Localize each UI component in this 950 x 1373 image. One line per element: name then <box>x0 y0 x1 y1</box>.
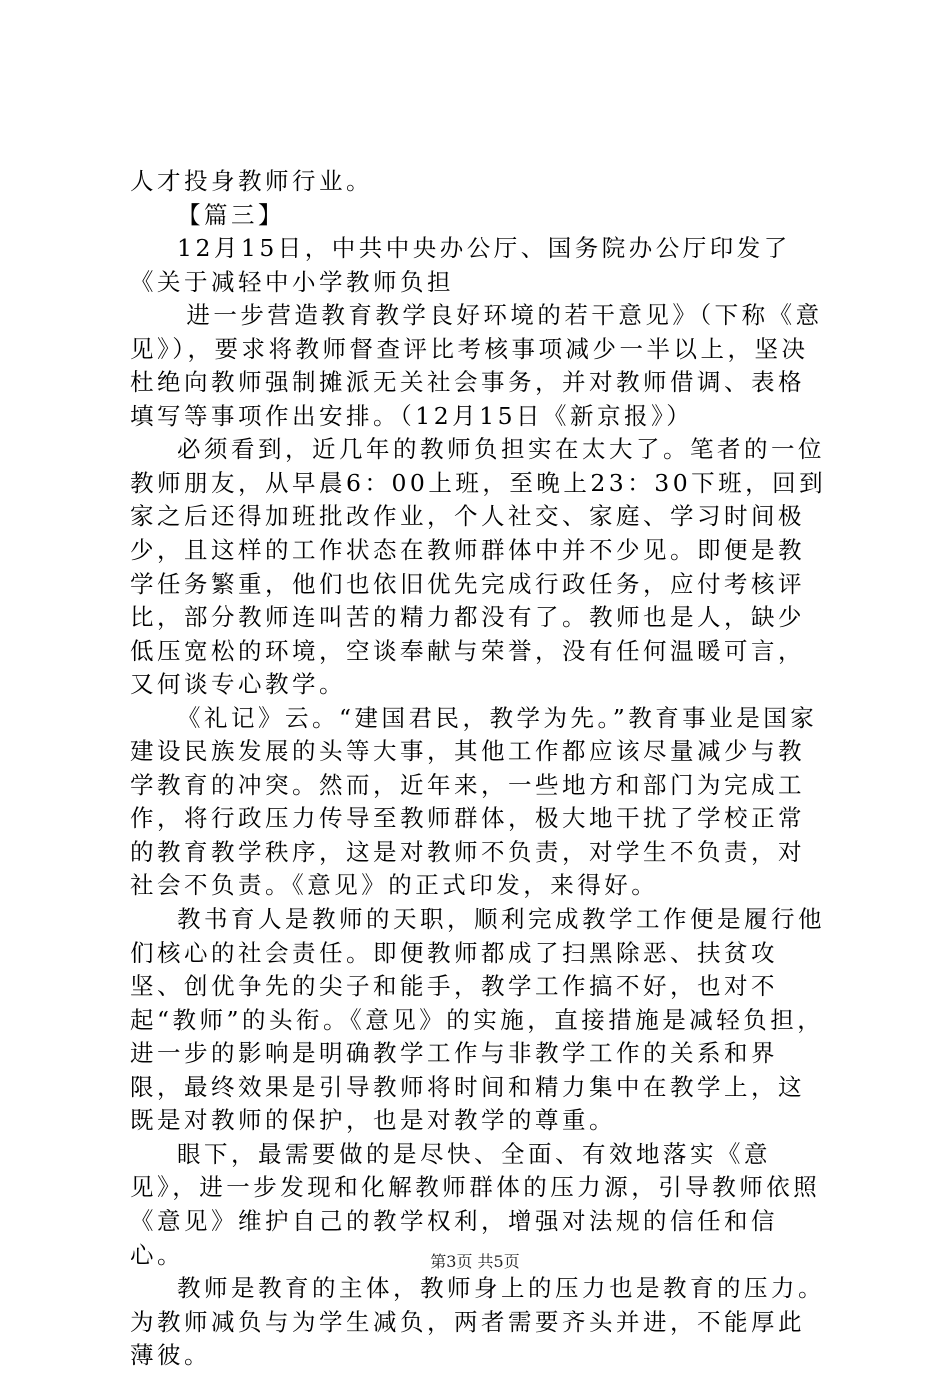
paragraph: 人才投身教师行业。 <box>130 167 373 195</box>
paragraph: 《礼记》云。“建国君民，教学为先。”教育事业是国家建设民族发展的头等大事，其他工作都应该尽量减少与教学教育的冲突。然而，近年来，一些地方和部门为完成工作，将行政压力传导至教师群体，极大地干扰了学校正常的教育教学秩序，这是对教师不负责，对学生不负责，对社会不负责。《意见》的正式印发，来得好。 <box>130 703 818 900</box>
paragraph: 12月15日，中共中央办公厅、国务院办公厅印发了《关于减轻中小学教师负担 <box>130 234 791 296</box>
page-number-footer: 第3页 共5页 <box>430 1252 520 1271</box>
paragraph: 进一步营造教育教学良好环境的若干意见》（下称《意见》），要求将教师督查评比考核事项减少一半以上，坚决杜绝向教师强制摊派无关社会事务，并对教师借调、表格填写等事项作出安排。（12月15日《新京报》） <box>130 301 823 430</box>
paragraph: 眼下，最需要做的是尽快、全面、有效地落实《意见》，进一步发现和化解教师群体的压力源，引导教师依照《意见》维护自己的教学权利，增强对法规的信任和信心。 <box>130 1139 821 1269</box>
paragraph: 必须看到，近几年的教师负担实在太大了。笔者的一位教师朋友，从早晨6：00上班，至晚上23：30下班，回到家之后还得加班批改作业，个人社交、家庭、学习时间极少，且这样的工作状态在教师群体中并不少见。即便是教学任务繁重，他们也依旧优先完成行政任务，应付考核评比，部分教师连叫苦的精力都没有了。教师也是人，缺少低压宽松的环境，空谈奉献与荣誉，没有任何温暖可言，又何谈专心教学。 <box>130 435 827 699</box>
document-body <box>130 165 830 1373</box>
paragraph: 教书育人是教师的天职，顺利完成教学工作便是履行他们核心的社会责任。即便教师都成了扫黑除恶、扶贫攻坚、创优争先的尖子和能手，教学工作搞不好，也对不起“教师”的头衔。《意见》的实施，直接措施是减轻负担，进一步的影响是明确教学工作与非教学工作的关系和界限，最终效果是引导教师将时间和精力集中在教学上，这既是对教师的保护，也是对教学的尊重。 <box>130 905 825 1135</box>
paragraph: 教师是教育的主体，教师身上的压力也是教育的压力。为教师减负与为学生减负，两者需要齐头并进，不能厚此薄彼。 <box>130 1274 825 1370</box>
section-heading: 【篇三】 <box>177 200 285 229</box>
